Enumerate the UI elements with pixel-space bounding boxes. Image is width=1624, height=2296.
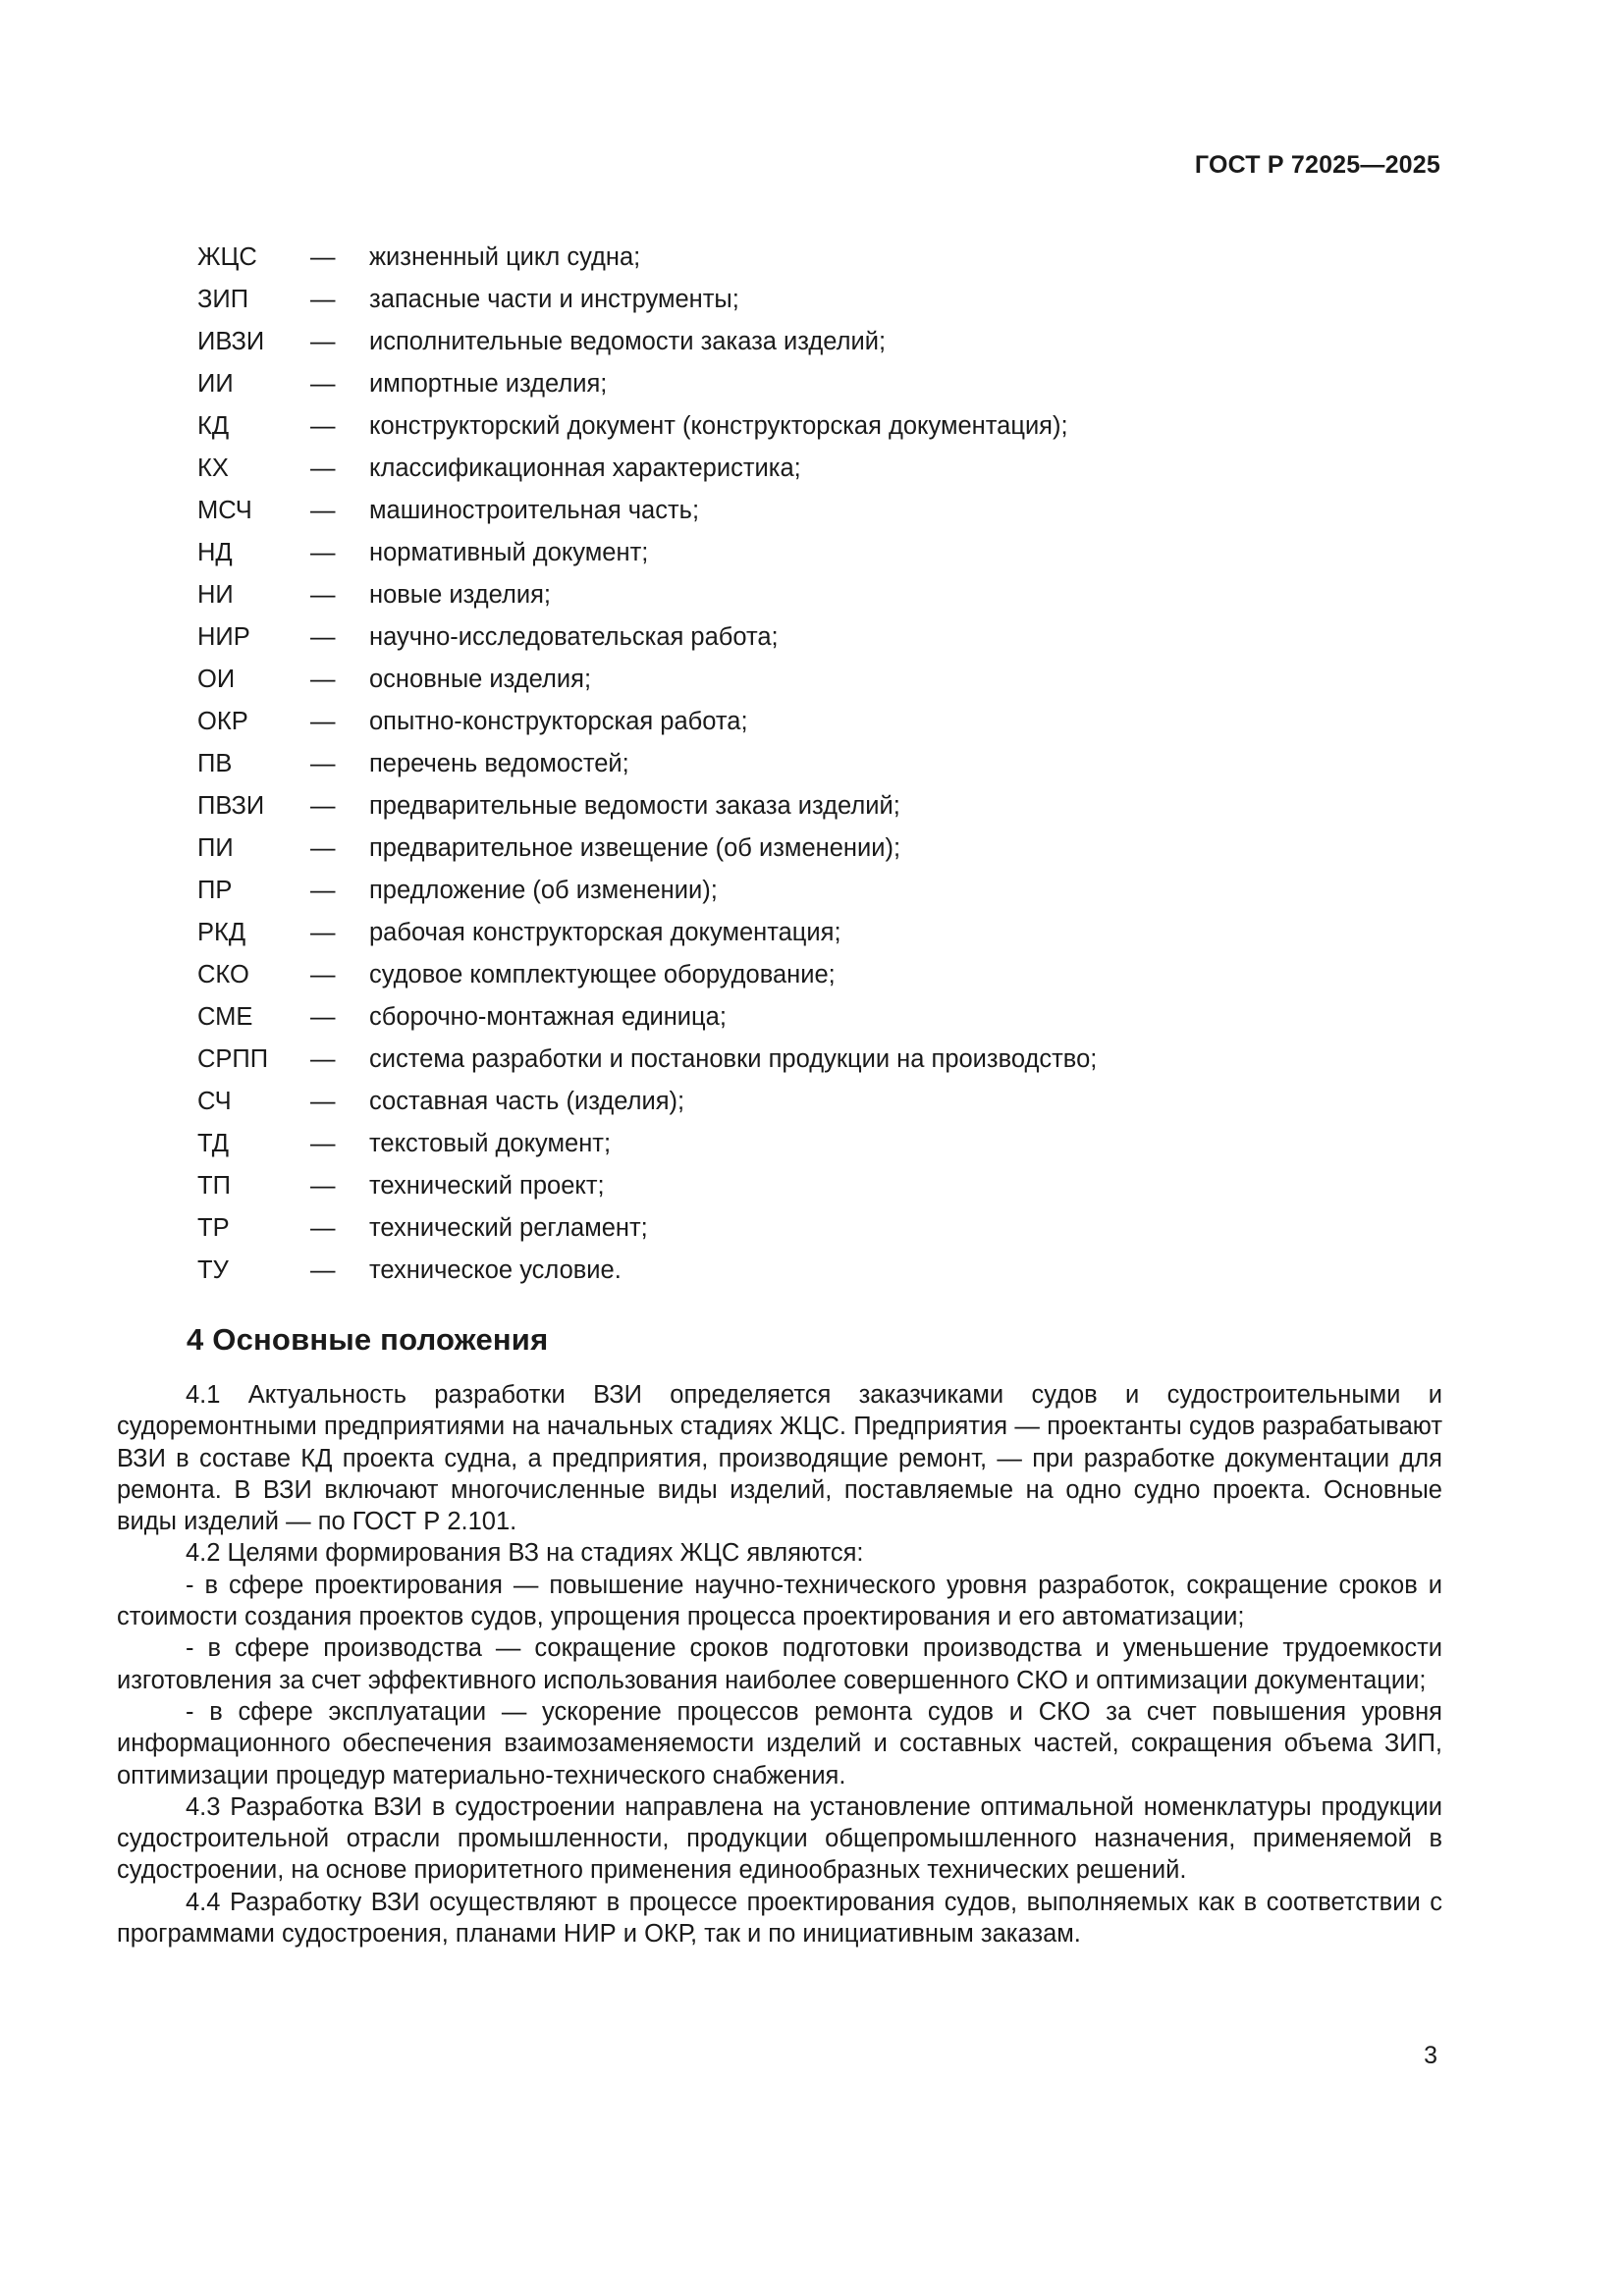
abbreviation-definition: машиностроительная часть; [369, 497, 700, 524]
abbreviation-row [197, 1207, 1474, 1250]
paragraph: - в сфере эксплуатации — ускорение процессов ремонта судов и СКО за счет повышения уровня информационного обеспечения взаимозаменяемости изделий и составных частей, сокращения объема ЗИП, оптимизации процедур материально-технического снабжения. [117, 1697, 1442, 1789]
abbreviation-dash: — [310, 370, 336, 398]
paragraph: 4.2 Целями формирования ВЗ на стадиях ЖЦС являются: [186, 1539, 864, 1568]
abbreviation-term: ОИ [197, 666, 236, 693]
abbreviation-dash: — [310, 328, 336, 355]
abbreviation-row [197, 363, 1474, 405]
abbreviation-row [197, 574, 1474, 616]
abbreviation-dash: — [310, 1130, 336, 1157]
abbreviation-term: НД [197, 539, 233, 566]
abbreviation-term: СЧ [197, 1088, 232, 1115]
abbreviation-row [197, 912, 1474, 954]
abbreviation-definition: жизненный цикл судна; [369, 243, 641, 271]
abbreviation-definition: рабочая конструкторская документация; [369, 919, 841, 946]
abbreviation-row [197, 616, 1474, 659]
abbreviation-row [197, 743, 1474, 785]
abbreviation-row [197, 1081, 1474, 1123]
abbreviation-term: СРПП [197, 1045, 269, 1073]
abbreviation-row [197, 237, 1474, 279]
abbreviation-term: ПИ [197, 834, 234, 862]
abbreviation-term: РКД [197, 919, 246, 946]
paragraph: - в сфере производства — сокращение сроков подготовки производства и уменьшение трудоемкости изготовления за счет эффективного использования наиболее совершенного СКО и оптимизации документации; [117, 1634, 1442, 1694]
abbreviation-list [197, 237, 1474, 1292]
abbreviation-row [197, 1165, 1474, 1207]
abbreviation-row [197, 1123, 1474, 1165]
abbreviation-definition: конструкторский документ (конструкторская документация); [369, 412, 1068, 440]
abbreviation-row [197, 954, 1474, 996]
abbreviation-row [197, 785, 1474, 828]
abbreviation-definition: научно-исследовательская работа; [369, 623, 779, 651]
abbreviation-term: ПВЗИ [197, 792, 265, 820]
abbreviation-dash: — [310, 750, 336, 777]
paragraph: 4.4 Разработку ВЗИ осуществляют в процессе проектирования судов, выполняемых как в соответствии с программами судостроения, планами НИР и ОКР, так и по инициативным заказам. [117, 1888, 1442, 1949]
abbreviation-dash: — [310, 286, 336, 313]
abbreviation-definition: судовое комплектующее оборудование; [369, 961, 836, 988]
abbreviation-dash: — [310, 919, 336, 946]
abbreviation-term: ИИ [197, 370, 234, 398]
abbreviation-term: ЗИП [197, 286, 249, 313]
abbreviation-dash: — [310, 454, 336, 482]
abbreviation-row [197, 659, 1474, 701]
paragraph: - в сфере проектирования — повышение научно-технического уровня разработок, сокращение сроков и стоимости создания проектов судов, упрощения процесса проектирования и его автоматизации; [117, 1571, 1442, 1631]
abbreviation-definition: импортные изделия; [369, 370, 608, 398]
abbreviation-row [197, 490, 1474, 532]
abbreviation-term: ТД [197, 1130, 229, 1157]
section-body [117, 1379, 1442, 1949]
abbreviation-term: ТУ [197, 1256, 229, 1284]
abbreviation-definition: основные изделия; [369, 666, 592, 693]
abbreviation-dash: — [310, 792, 336, 820]
abbreviation-row [197, 532, 1474, 574]
abbreviation-dash: — [310, 666, 336, 693]
abbreviation-dash: — [310, 243, 336, 271]
abbreviation-term: НИР [197, 623, 250, 651]
abbreviation-definition: исполнительные ведомости заказа изделий; [369, 328, 887, 355]
section-title: 4 Основные положения [187, 1322, 549, 1357]
abbreviation-term: СМЕ [197, 1003, 253, 1031]
abbreviation-row [197, 828, 1474, 870]
abbreviation-dash: — [310, 623, 336, 651]
abbreviation-definition: нормативный документ; [369, 539, 649, 566]
abbreviation-definition: система разработки и постановки продукции на производство; [369, 1045, 1098, 1073]
abbreviation-dash: — [310, 1003, 336, 1031]
abbreviation-row [197, 870, 1474, 912]
abbreviation-definition: запасные части и инструменты; [369, 286, 739, 313]
abbreviation-term: ПР [197, 877, 233, 904]
abbreviation-dash: — [310, 497, 336, 524]
abbreviation-dash: — [310, 1045, 336, 1073]
abbreviation-row [197, 405, 1474, 448]
abbreviation-term: ИВЗИ [197, 328, 265, 355]
abbreviation-definition: сборочно-монтажная единица; [369, 1003, 727, 1031]
abbreviation-term: КХ [197, 454, 229, 482]
abbreviation-row [197, 996, 1474, 1039]
abbreviation-row [197, 1039, 1474, 1081]
abbreviation-dash: — [310, 539, 336, 566]
paragraph: 4.1 Актуальность разработки ВЗИ определяется заказчиками судов и судостроительными и судоремонтными предприятиями на начальных стадиях ЖЦС. Предприятия — проектанты судов разрабатывают ВЗИ в составе КД проекта судна, а предприятия, производящие ремонт, — при разработке документации для ремонта. В ВЗИ включают многочисленные виды изделий, поставляемые на одно судно проекта. Основные виды изделий — по ГОСТ Р 2.101. [117, 1381, 1442, 1536]
abbreviation-term: ЖЦС [197, 243, 257, 271]
abbreviation-dash: — [310, 961, 336, 988]
abbreviation-dash: — [310, 708, 336, 735]
abbreviation-definition: предварительные ведомости заказа изделий; [369, 792, 900, 820]
abbreviation-definition: новые изделия; [369, 581, 552, 609]
abbreviation-dash: — [310, 1214, 336, 1242]
abbreviation-definition: технический регламент; [369, 1214, 648, 1242]
abbreviation-dash: — [310, 581, 336, 609]
abbreviation-row [197, 701, 1474, 743]
abbreviation-definition: технический проект; [369, 1172, 605, 1200]
abbreviation-term: КД [197, 412, 230, 440]
abbreviation-row [197, 448, 1474, 490]
abbreviation-definition: предложение (об изменении); [369, 877, 718, 904]
abbreviation-term: СКО [197, 961, 249, 988]
abbreviation-row [197, 279, 1474, 321]
abbreviation-term: МСЧ [197, 497, 252, 524]
page-number: 3 [1424, 2042, 1437, 2069]
paragraph: 4.3 Разработка ВЗИ в судостроении направлена на установление оптимальной номенклатуры продукции судостроительной отрасли промышленности, продукции общепромышленного назначения, применяемой в судостроении, на основе приоритетного применения единообразных технических решений. [117, 1792, 1442, 1885]
abbreviation-definition: предварительное извещение (об изменении); [369, 834, 901, 862]
abbreviation-term: ТР [197, 1214, 230, 1242]
abbreviation-dash: — [310, 834, 336, 862]
abbreviation-definition: текстовый документ; [369, 1130, 612, 1157]
abbreviation-term: ОКР [197, 708, 248, 735]
abbreviation-dash: — [310, 877, 336, 904]
abbreviation-dash: — [310, 1256, 336, 1284]
abbreviation-definition: составная часть (изделия); [369, 1088, 685, 1115]
abbreviation-definition: классификационная характеристика; [369, 454, 801, 482]
abbreviation-term: ПВ [197, 750, 233, 777]
abbreviation-row [197, 321, 1474, 363]
abbreviation-term: НИ [197, 581, 234, 609]
abbreviation-definition: техническое условие. [369, 1256, 622, 1284]
standard-code: ГОСТ Р 72025—2025 [1194, 151, 1440, 179]
abbreviation-definition: опытно-конструкторская работа; [369, 708, 748, 735]
abbreviation-dash: — [310, 1172, 336, 1200]
abbreviation-dash: — [310, 412, 336, 440]
abbreviation-dash: — [310, 1088, 336, 1115]
abbreviation-term: ТП [197, 1172, 231, 1200]
abbreviation-row [197, 1250, 1474, 1292]
abbreviation-definition: перечень ведомостей; [369, 750, 629, 777]
